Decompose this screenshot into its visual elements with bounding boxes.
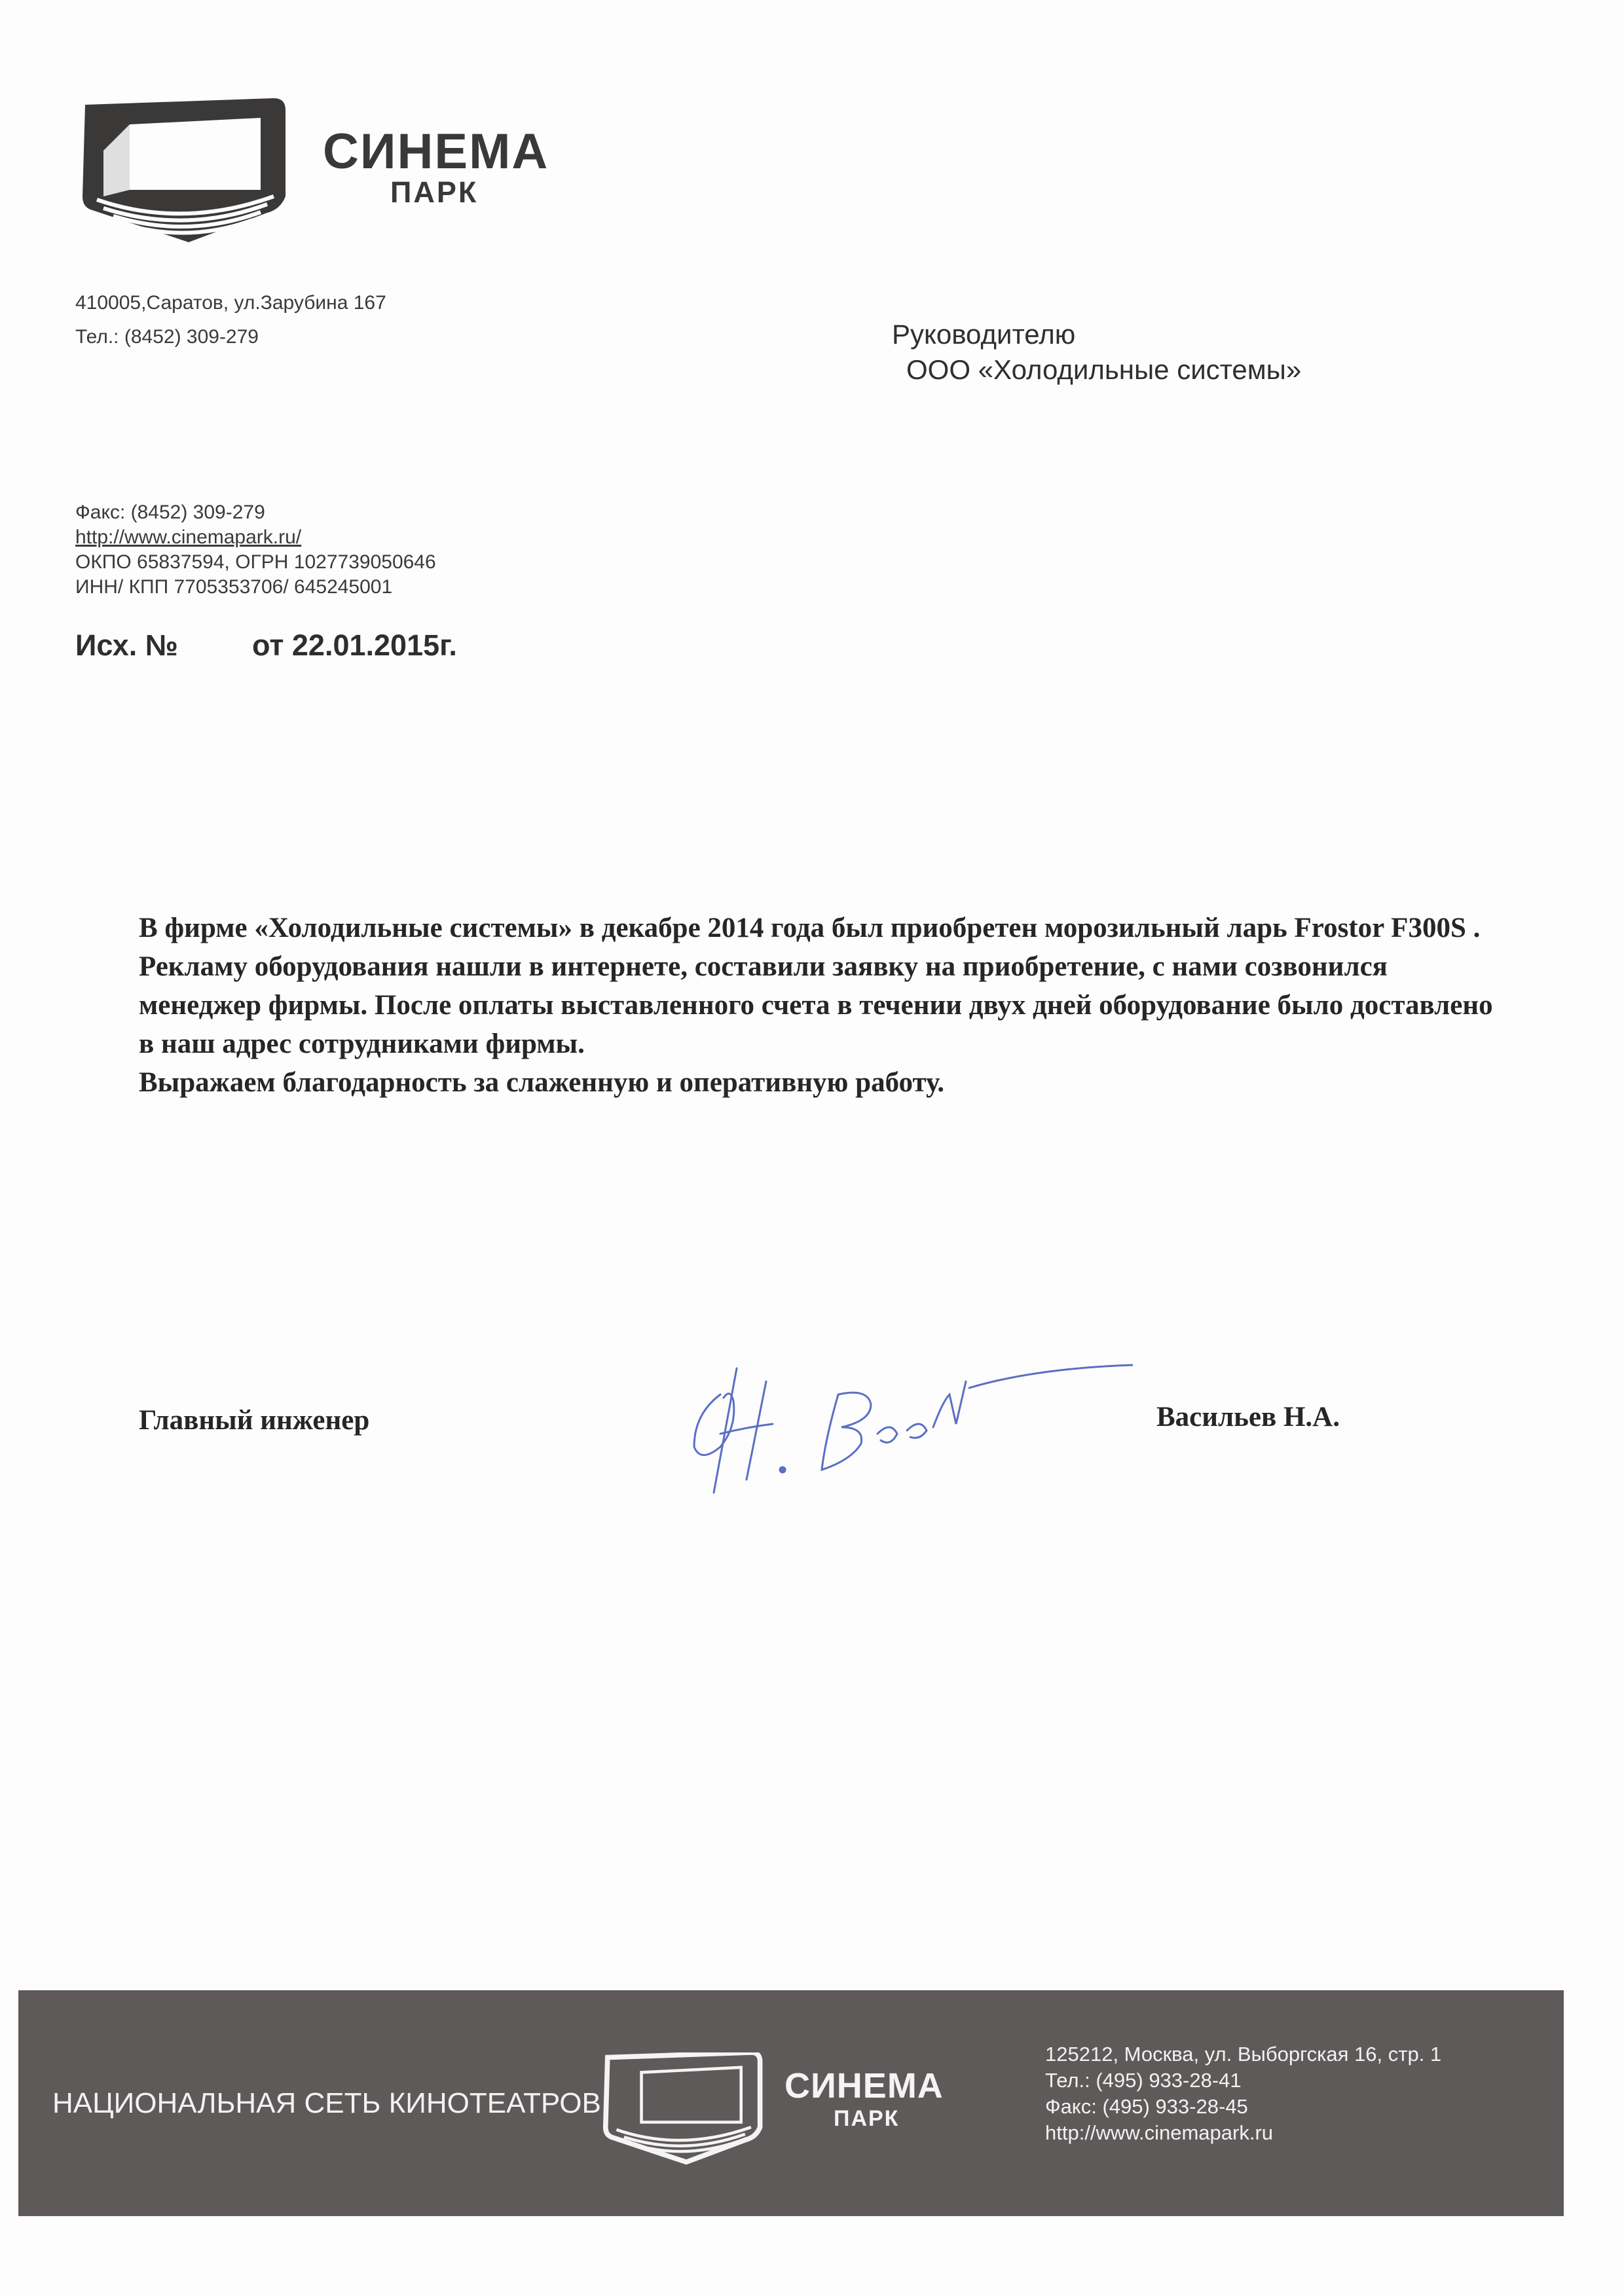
- letter-body: [139, 909, 1501, 1102]
- signer-name: Васильев Н.А.: [1156, 1402, 1340, 1432]
- footer-logo-text-cinema: СИНЕМА: [784, 2066, 944, 2105]
- logo-text-cinema: СИНЕМА: [323, 124, 549, 179]
- footer-contacts: [1045, 2041, 1441, 2146]
- cinema-screen-logo-icon: [77, 98, 300, 249]
- outgoing-date: от 22.01.2015г.: [252, 629, 457, 662]
- signer-position: Главный инженер: [139, 1405, 370, 1436]
- handwritten-signature: [674, 1316, 1133, 1506]
- sender-address-block: [75, 291, 386, 350]
- sender-contacts-block: [75, 500, 436, 600]
- sender-address: 410005,Саратов, ул.Зарубина 167: [75, 292, 386, 314]
- outgoing-ref: [75, 629, 457, 663]
- footer-tagline: НАЦИОНАЛЬНАЯ СЕТЬ КИНОТЕАТРОВ: [52, 2087, 601, 2119]
- body-paragraph-2: Рекламу оборудования нашли в интернете, составили заявку на приобретение, с нами созвонился менеджер фирмы. После оплаты выставленного счета в течении двух дней оборудование было доставлено в наш адрес сотрудниками фирмы.: [139, 951, 1493, 1059]
- footer-cinema-screen-logo-icon: [601, 2052, 771, 2167]
- recipient-block: [892, 317, 1301, 388]
- company-logo: [77, 98, 575, 249]
- recipient-company: ООО «Холодильные системы»: [906, 354, 1302, 385]
- footer-band: [18, 1990, 1564, 2216]
- signature-scribble-icon: [674, 1316, 1133, 1506]
- footer-website[interactable]: http://www.cinemapark.ru: [1045, 2121, 1274, 2144]
- body-paragraph-1: В фирме «Холодильные системы» в декабре 2014 года был приобретен морозильный ларь Frostor F300S .: [139, 913, 1481, 943]
- sender-inn-kpp: ИНН/ КПП 7705353706/ 645245001: [75, 576, 393, 598]
- footer-address: 125212, Москва, ул. Выборгская 16, стр. 1: [1045, 2043, 1442, 2066]
- sender-website-link[interactable]: http://www.cinemapark.ru/: [75, 526, 302, 548]
- sender-fax: Факс: (8452) 309-279: [75, 501, 265, 523]
- outgoing-number-label: Исх. №: [75, 629, 178, 662]
- recipient-title: Руководителю: [892, 319, 1076, 350]
- footer-phone: Тел.: (495) 933-28-41: [1045, 2069, 1242, 2092]
- sender-phone: Тел.: (8452) 309-279: [75, 326, 259, 348]
- logo-text-park: ПАРК: [390, 175, 479, 209]
- sender-okpo-ogrn: ОКПО 65837594, ОГРН 1027739050646: [75, 551, 436, 573]
- body-paragraph-3: Выражаем благодарность за слаженную и оперативную работу.: [139, 1067, 944, 1098]
- footer-logo: [601, 2052, 968, 2167]
- footer-logo-text-park: ПАРК: [834, 2106, 900, 2131]
- footer-fax: Факс: (495) 933-28-45: [1045, 2095, 1248, 2118]
